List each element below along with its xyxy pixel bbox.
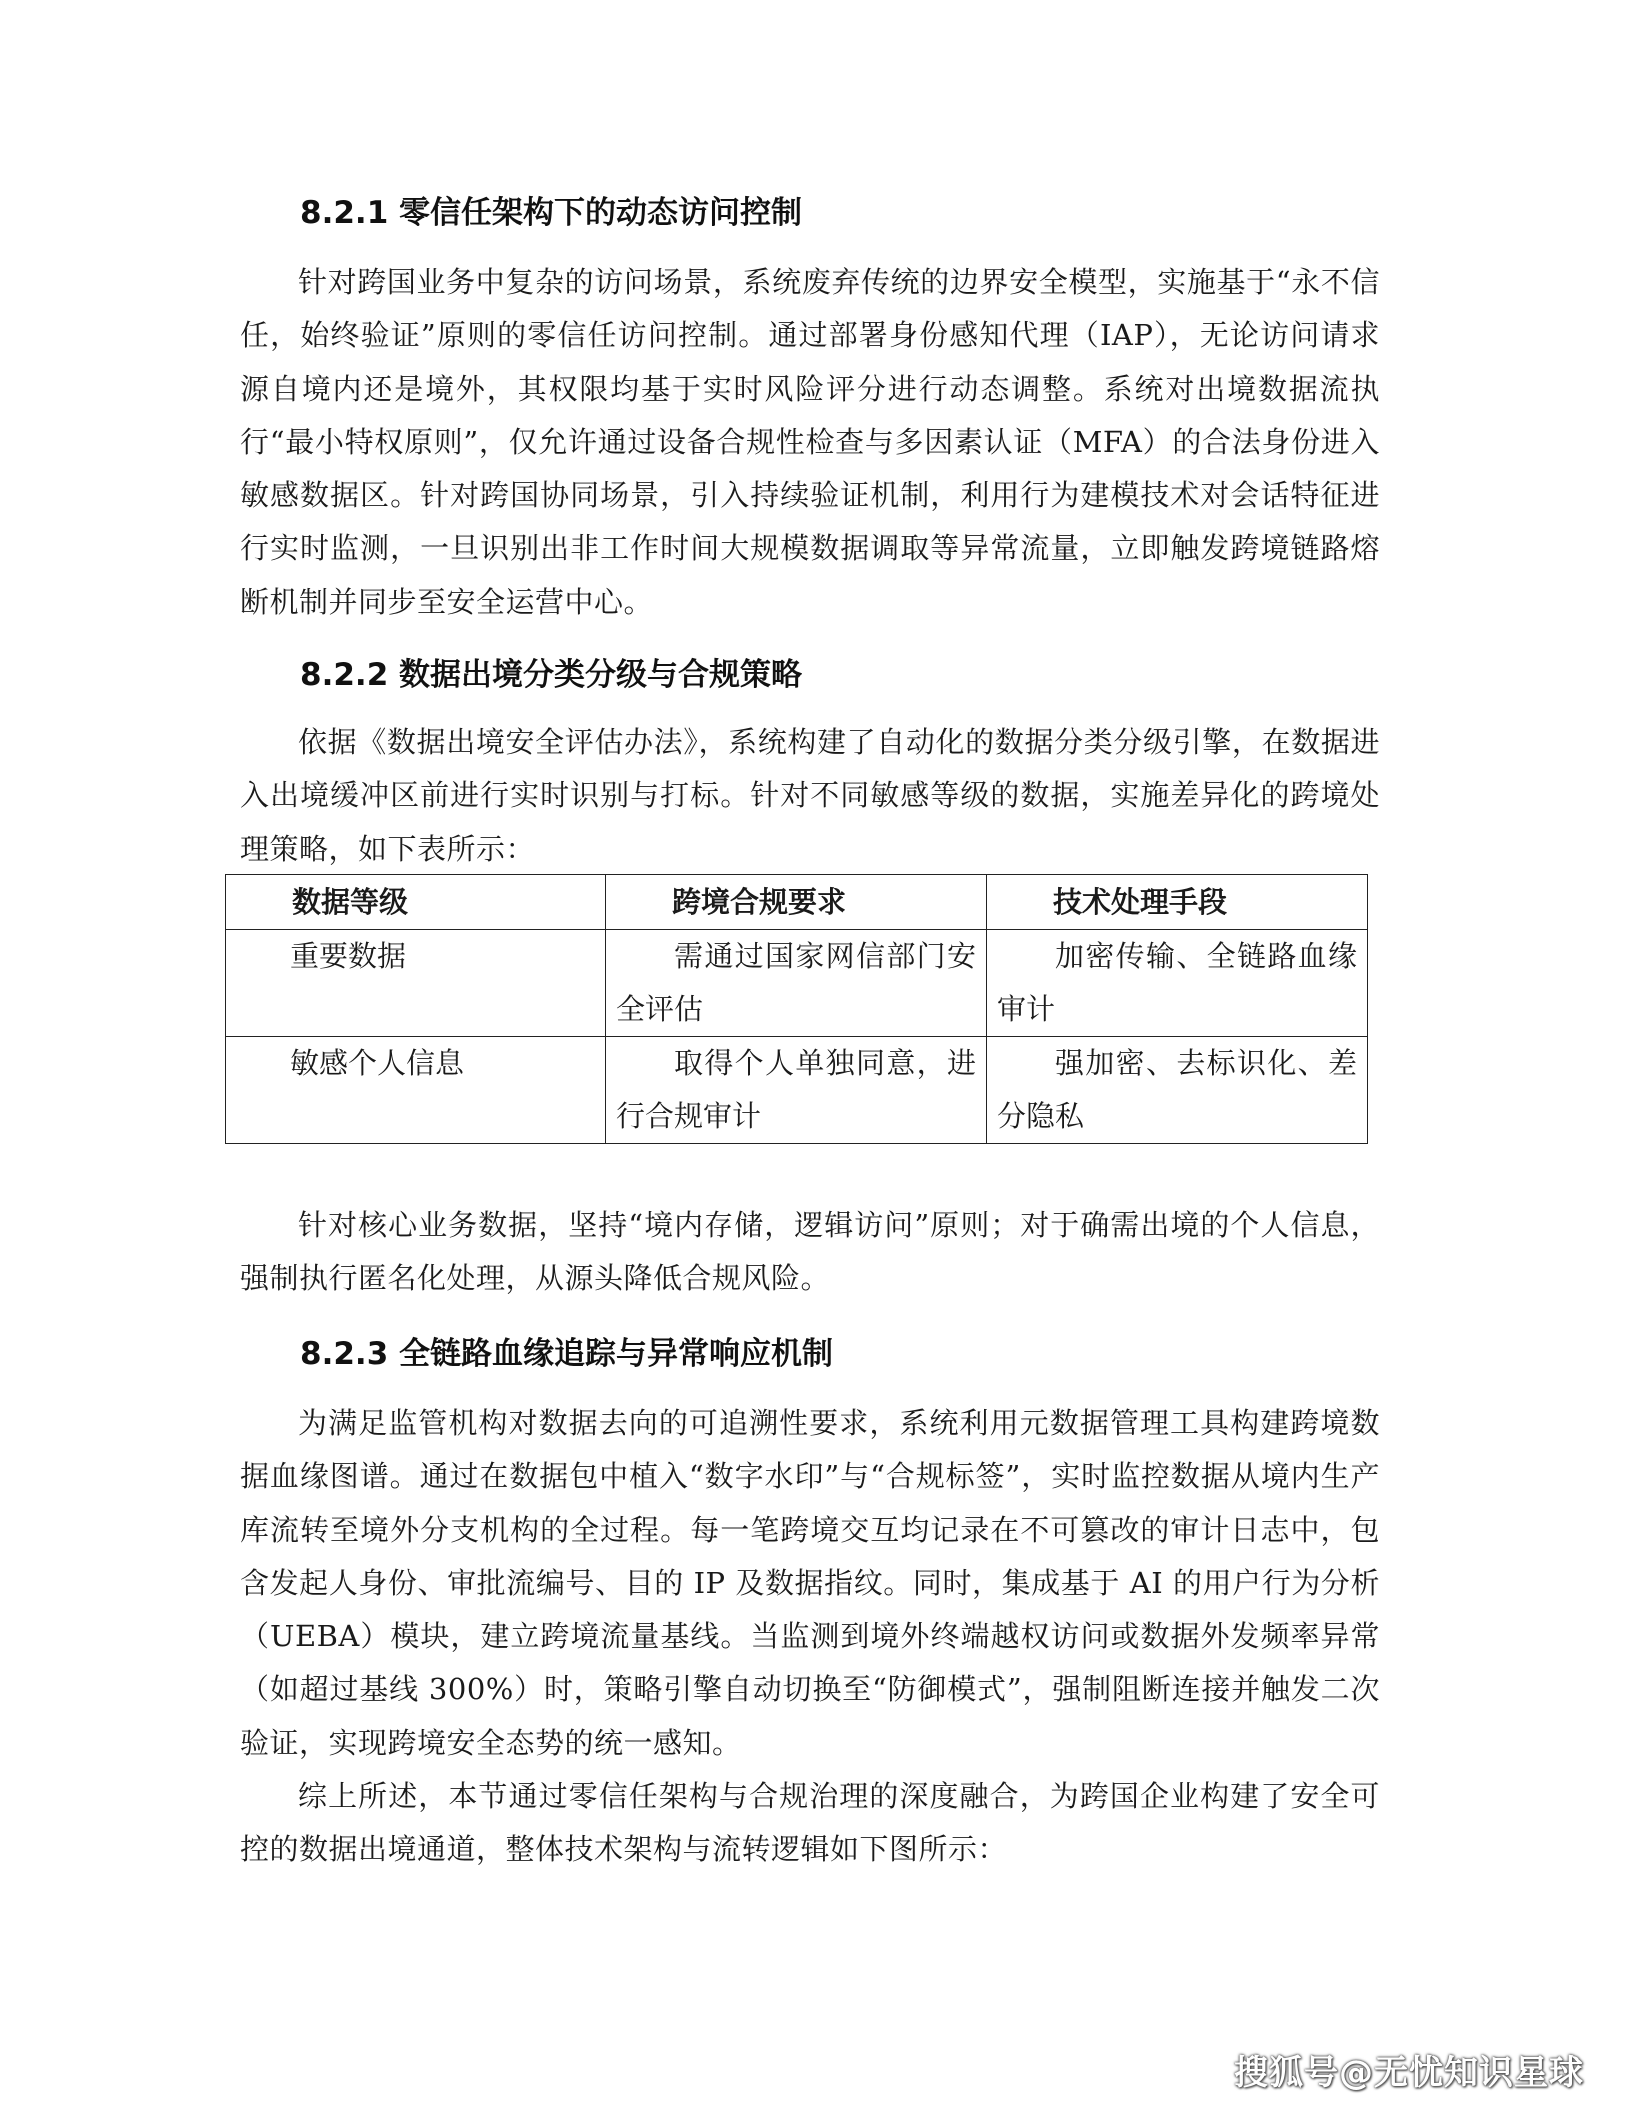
cell-text: 重要数据 [290,939,407,973]
cell-text: 强加密、去标识化、差分隐私 [997,1046,1357,1133]
paragraph-core-data-policy: 针对核心业务数据，坚持“境内存储，逻辑访问”原则；对于确需出境的个人信息，强制执行匿名化处理，从源头降低合规风险。 [240,1208,1380,1296]
header-data-level: 数据等级 [292,885,409,919]
table-row [226,1037,1368,1144]
table-cell [226,1037,606,1144]
section-heading-8-2-2: 8.2.2 数据出境分类分级与合规策略 [300,657,803,693]
table-cell [606,930,987,1037]
cell-text: 敏感个人信息 [290,1046,465,1080]
section-heading-8-2-1: 8.2.1 零信任架构下的动态访问控制 [300,195,803,231]
section-heading-8-2-3: 8.2.3 全链路血缘追踪与异常响应机制 [300,1336,834,1372]
table-row [226,930,1368,1037]
cell-text: 需通过国家网信部门安全评估 [616,939,976,1026]
paragraph-summary: 综上所述，本节通过零信任架构与合规治理的深度融合，为跨国企业构建了安全可控的数据出境通道，整体技术架构与流转逻辑如下图所示： [240,1779,1380,1867]
header-technical-measures: 技术处理手段 [1053,885,1228,919]
paragraph-classification-intro: 依据《数据出境安全评估办法》，系统构建了自动化的数据分类分级引擎，在数据进入出境缓冲区前进行实时识别与打标。针对不同敏感等级的数据，实施差异化的跨境处理策略，如下表所示： [240,725,1380,866]
cell-text: 加密传输、全链路血缘审计 [997,939,1357,1026]
paragraph-zero-trust: 针对跨国业务中复杂的访问场景，系统废弃传统的边界安全模型，实施基于“永不信任，始终验证”原则的零信任访问控制。通过部署身份感知代理（IAP），无论访问请求源自境内还是境外，其权限均基于实时风险评分进行动态调整。系统对出境数据流执行“最小特权原则”，仅允许通过设备合规性检查与多因素认证（MFA）的合法身份进入敏感数据区。针对跨国协同场景，引入持续验证机制，利用行为建模技术对会话特征进行实时监测，一旦识别出非工作时间大规模数据调取等异常流量，立即触发跨境链路熔断机制并同步至安全运营中心。 [240,265,1380,619]
table-cell [606,1037,987,1144]
header-compliance-requirement: 跨境合规要求 [672,885,847,919]
table-cell [987,1037,1368,1144]
compliance-table [225,874,1368,1144]
table-cell [987,930,1368,1037]
paragraph-lineage-tracking: 为满足监管机构对数据去向的可追溯性要求，系统利用元数据管理工具构建跨境数据血缘图谱。通过在数据包中植入“数字水印”与“合规标签”，实时监控数据从境内生产库流转至境外分支机构的全过程。每一笔跨境交互均记录在不可篡改的审计日志中，包含发起人身份、审批流编号、目的 IP 及数据指纹。同时，集成基于 AI 的用户行为分析（UEBA）模块，建立跨境流量基线。当监测到境外终端越权访问或数据外发频率异常（如超过基线 300%）时，策略引擎自动切换至“防御模式”，强制阻断连接并触发二次验证，实现跨境安全态势的统一感知。 [240,1406,1380,1760]
table-header-cell [606,875,987,930]
table-header-row [226,875,1368,930]
table-cell [226,930,606,1037]
table-header-cell [226,875,606,930]
table-header-cell [987,875,1368,930]
watermark-text: 搜狐号@无忧知识星球 [1234,2053,1584,2093]
cell-text: 取得个人单独同意，进行合规审计 [616,1046,976,1133]
